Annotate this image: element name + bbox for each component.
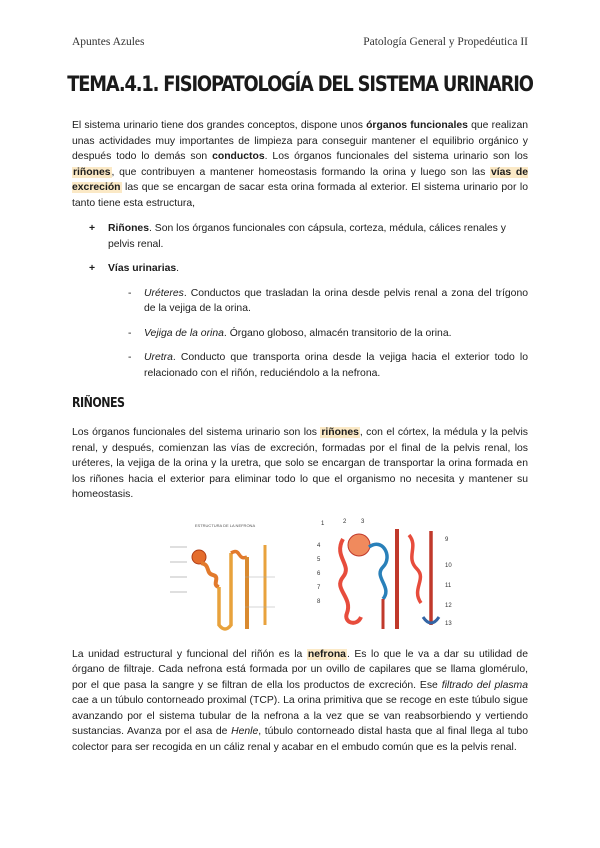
svg-text:9: 9 [445,536,449,543]
svg-text:12: 12 [445,602,452,609]
intro-paragraph: El sistema urinario tiene dos grandes conceptos, dispone unos órganos funcionales que realizan unas actividades muy importantes de limpieza para conseguir mantener el equilibrio orgánico y después todo lo demás son conductos. Los órganos funcionales del sistema urinario son los riñones, que contribuyen a mantener homeostasis formando la orina y luego son las vías de excreción las que se encargan de sacar esta orina formada al exterior. El sistema urinario por lo tanto tiene esta estructura, [72,120,528,209]
list-item-vias-urinarias: + Vías urinarias. - Uréteres. Conductos que trasladan la orina desde pelvis renal a zona del trígono de la vejiga de la orina. - Vejiga de la orina. Órgano globoso, almacén transitorio de la orina. - Uretra. Conducto que transporta orina desde la vejiga hacia el exterior todo lo relacionado con el riñón, reduciéndolo a la nefrona. [72,261,528,381]
header-left: Apuntes Azules [72,36,145,48]
svg-text:8: 8 [317,598,321,605]
plus-bullet-icon: + [89,263,96,274]
vein-shape [369,544,387,599]
svg-text:2: 2 [343,518,347,525]
page-header [72,36,528,48]
header-right: Patología General y Propedéutica II [363,36,528,48]
section-heading-rinones: RIÑONES [72,396,125,411]
dash-bullet-icon: - [128,352,132,363]
vias-sublist [108,286,528,382]
nephron-vascular-figure [313,517,463,635]
dash-bullet-icon: - [128,287,132,299]
svg-text:10: 10 [445,562,452,569]
document-body [72,118,528,755]
nephron-structure-figure [165,517,285,635]
dash-bullet-icon: - [128,327,132,339]
svg-text:13: 13 [445,620,452,627]
rinones-paragraph: Los órganos funcionales del sistema urinario son los riñones, con el córtex, la médula y la pelvis renal, y después, comienzan las vías de excreción, formadas por el final de la pelvis renal, los uréteres, la vejiga de la orina y la uretra, que solo se encargan de transportar la orina formada en los riñones hacia el exterior para eliminar todo lo que el organismo no necesita y mantener su homeostasis. [72,427,528,500]
glomerulus-shape [348,534,370,556]
sublist-item-uretra: - Uretra. Conducto que transporta orina desde la vejiga hacia el exterior todo lo relacionado con el riñón, reduciéndolo a la nefrona. [128,352,528,379]
page-title: TEMA.4.1. FISIOPATOLOGÍA DEL SISTEMA URINARIO [67,72,533,97]
svg-text:11: 11 [445,582,452,589]
structure-list [72,221,528,381]
nefrona-paragraph: La unidad estructural y funcional del riñón es la nefrona. Es lo que le va a dar su utilidad de órgano de filtraje. Cada nefrona está formada por un ovillo de capilares que se llama glomérulo, por el que pasa la sangre y se filtran de ella los productos de excreción. Ese filtrado del plasma cae a un túbulo contorneado proximal (TCP). La orina primitiva que se recoge en este túbulo sigue avanzando por el sistema tubular de la nefrona a la vez que se van reabsorbiendo y vertiendo sustancias. Avanza por el asa de Henle, túbulo contorneado distal hasta que al final llega al tubo colector para ser recogida en un cáliz renal y acabar en el embudo común que es la pelvis renal. [72,648,528,753]
sublist-item-ureteres: - Uréteres. Conductos que trasladan la orina desde pelvis renal a zona del trígono de la vejiga de la orina. [128,287,528,314]
list-item-rinones: + Riñones. Son los órganos funcionales con cápsula, corteza, médula, cálices renales y pelvis renal. [89,223,506,250]
svg-text:6: 6 [317,570,321,577]
proximal-tubule-shape [201,563,219,587]
figure-caption: ESTRUCTURA DE LA NEFRONA [194,522,256,528]
svg-text:5: 5 [317,556,321,563]
plus-bullet-icon: + [89,223,96,234]
nephron-figures [100,517,528,635]
loop-of-henle-shape [219,553,231,629]
svg-text:3: 3 [361,518,365,525]
svg-text:1: 1 [321,520,325,527]
svg-text:4: 4 [317,542,321,549]
svg-text:7: 7 [317,584,321,591]
sublist-item-vejiga: - Vejiga de la orina. Órgano globoso, almacén transitorio de la orina. [108,326,528,342]
